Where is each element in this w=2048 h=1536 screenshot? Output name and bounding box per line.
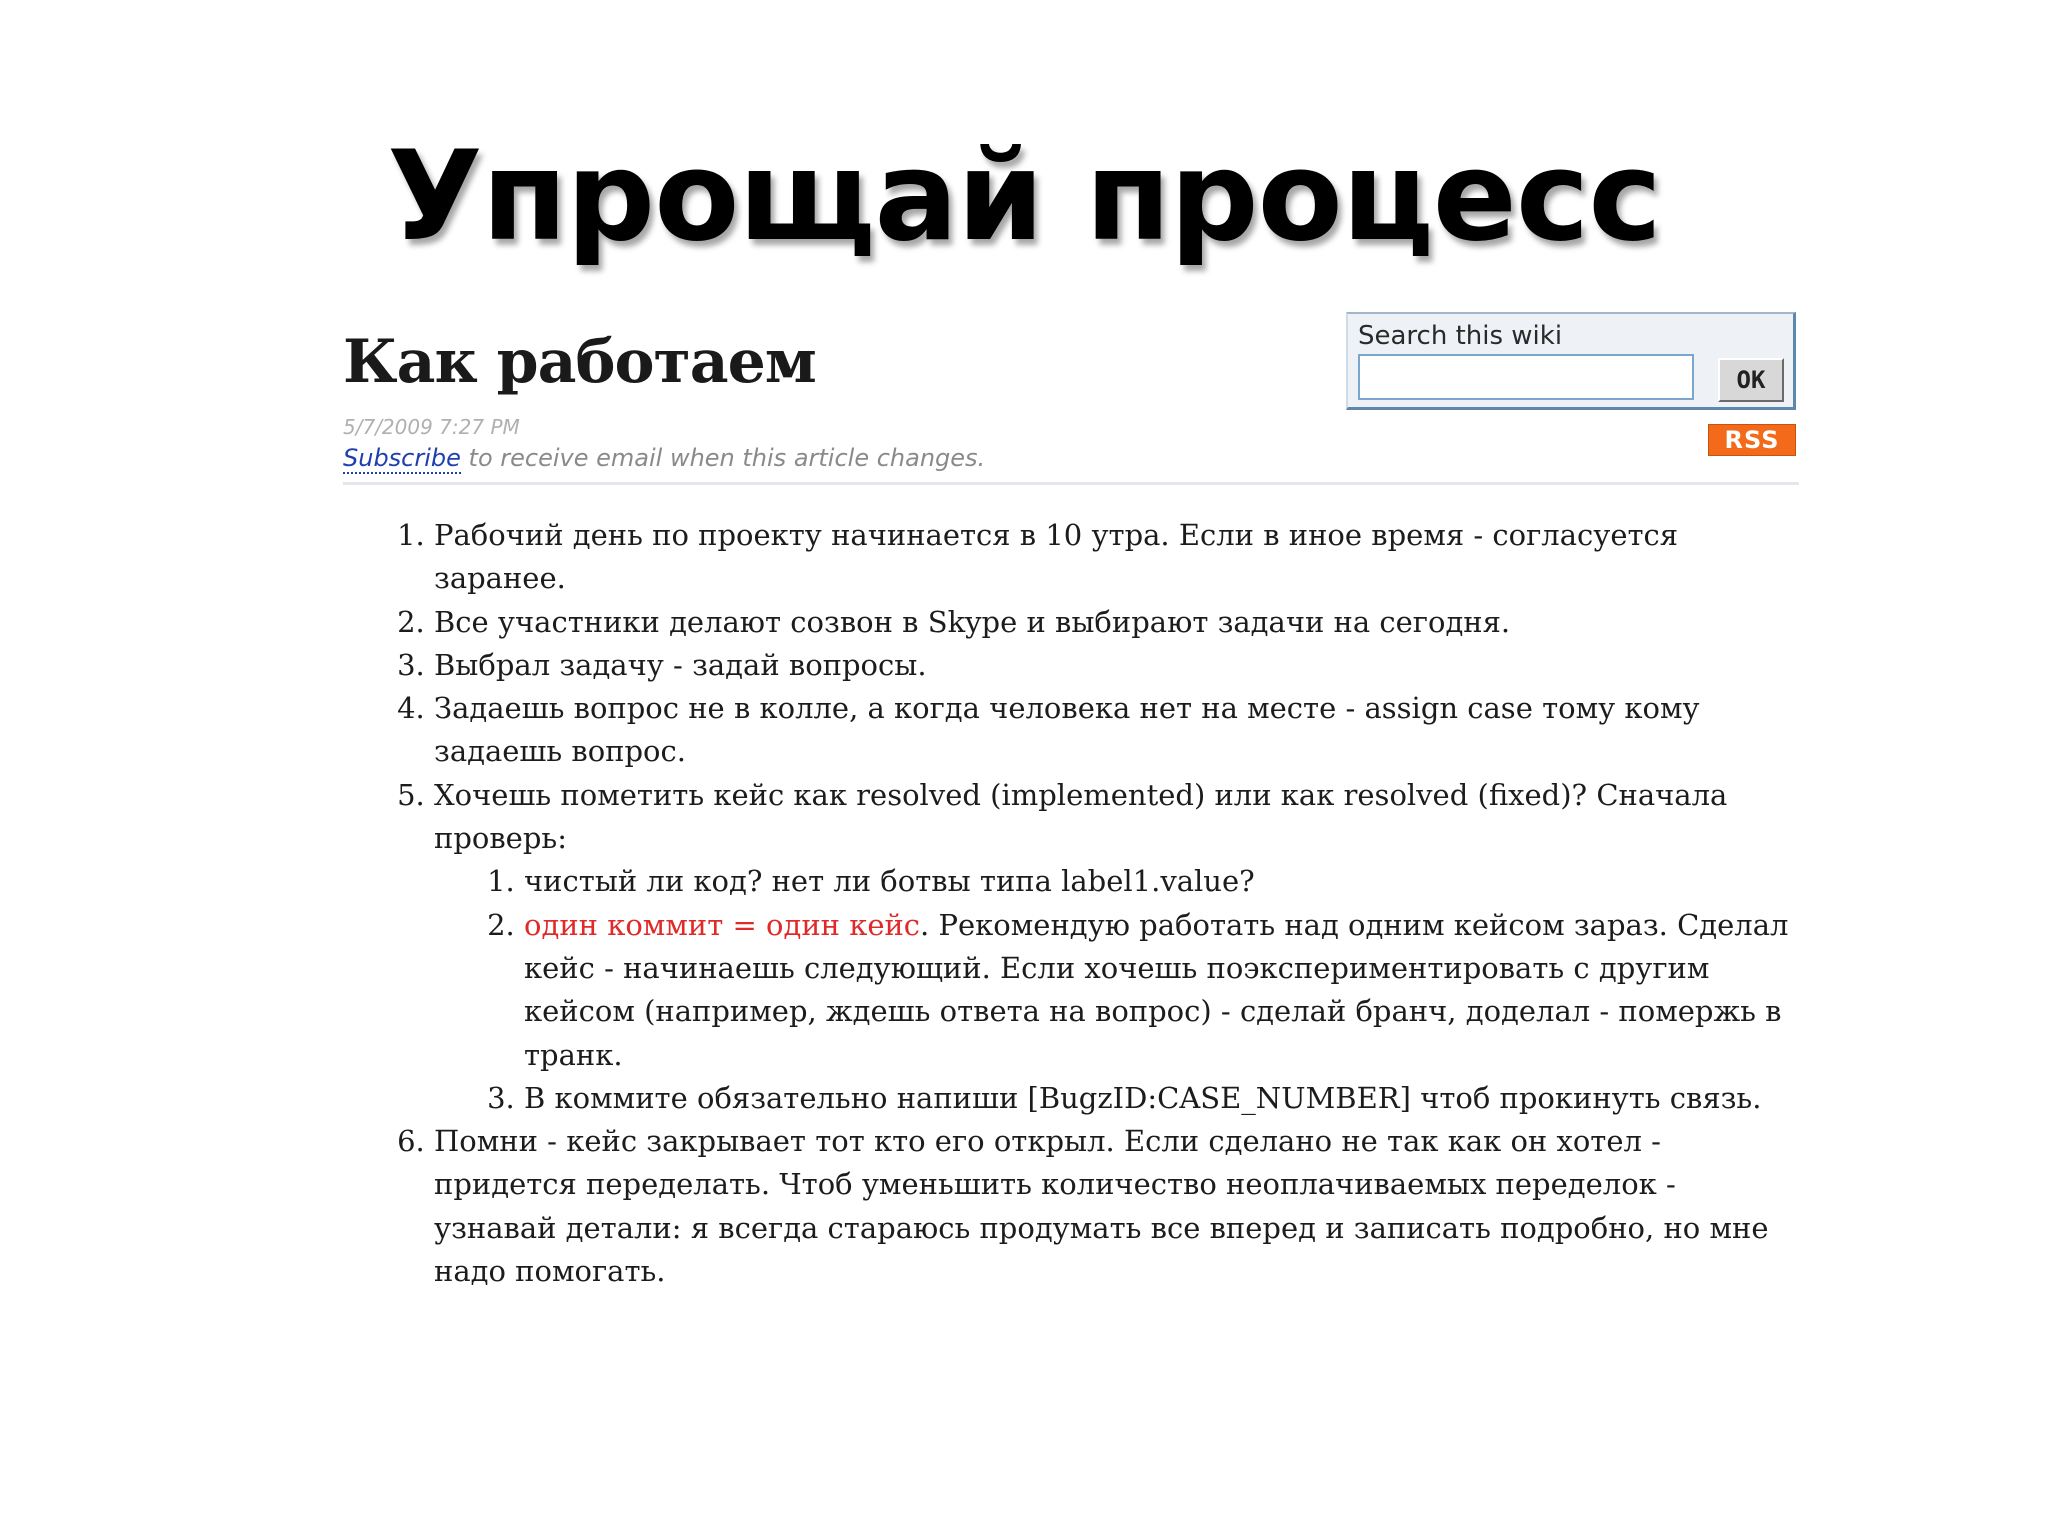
list-item	[434, 687, 1799, 774]
divider	[343, 482, 1799, 485]
search-label: Search this wiki	[1358, 321, 1563, 351]
search-input[interactable]	[1358, 354, 1694, 400]
list-item-text: Задаешь вопрос не в колле, а когда человека нет на месте - assign case тому кому задаешь вопрос.	[434, 691, 1700, 769]
subscribe-link[interactable]: Subscribe	[343, 444, 461, 472]
list-item	[434, 514, 1799, 601]
list-item	[434, 774, 1799, 1120]
sub-list-item	[524, 860, 1799, 903]
sub-list-item-text: . Рекомендую работать над одним кейсом зараз. Сделал кейс - начинаешь следующий. Если хочешь поэкспериментировать с другим кейсом (например, ждешь ответа на вопрос) - сделай бранч, доделал - помержь в транк.	[524, 907, 1789, 1072]
list-item-text: Хочешь пометить кейс как resolved (implemented) или как resolved (fixed)? Сначала проверь:	[434, 777, 1728, 856]
list-item-text: Все участники делают созвон в Skype и выбирают задачи на сегодня.	[434, 604, 1511, 639]
list-item-text: Рабочий день по проекту начинается в 10 утра. Если в иное время - согласуется заранее.	[434, 518, 1679, 596]
list-item	[434, 601, 1799, 644]
list-item-text: Помни - кейс закрывает тот кто его открыл. Если сделано не так как он хотел - придется переделать. Чтоб уменьшить количество неоплачиваемых переделок - узнавай детали: я всегда стараюсь продумать все вперед и записать подробно, но мне надо помогать.	[434, 1124, 1769, 1289]
highlight-text: один коммит = один кейс	[524, 907, 921, 942]
slide-title: Упрощай процесс	[387, 125, 1661, 269]
article-content	[343, 514, 1799, 1293]
sub-list-item	[524, 1077, 1799, 1120]
wiki-page-screenshot	[343, 310, 1799, 1360]
sub-list-item	[524, 904, 1799, 1077]
sub-list-item-text: чистый ли код? нет ли ботвы типа label1.value?	[524, 864, 1255, 899]
list-item-text: Выбрал задачу - задай вопросы.	[434, 647, 927, 682]
search-box	[1346, 312, 1796, 410]
sub-list-item-text: В коммите обязательно напиши [BugzID:CASE_NUMBER] чтоб прокинуть связь.	[524, 1080, 1762, 1115]
article-date: 5/7/2009 7:27 PM	[343, 415, 520, 439]
main-list	[343, 514, 1799, 1293]
sub-list	[434, 860, 1799, 1120]
subscribe-text: to receive email when this article changes.	[460, 444, 986, 472]
list-item	[434, 644, 1799, 687]
page-title: Как работаем	[343, 327, 816, 397]
subscribe-line	[343, 442, 985, 474]
list-item	[434, 1120, 1799, 1293]
rss-button[interactable]: RSS	[1708, 424, 1796, 456]
search-ok-button[interactable]: OK	[1718, 358, 1784, 402]
